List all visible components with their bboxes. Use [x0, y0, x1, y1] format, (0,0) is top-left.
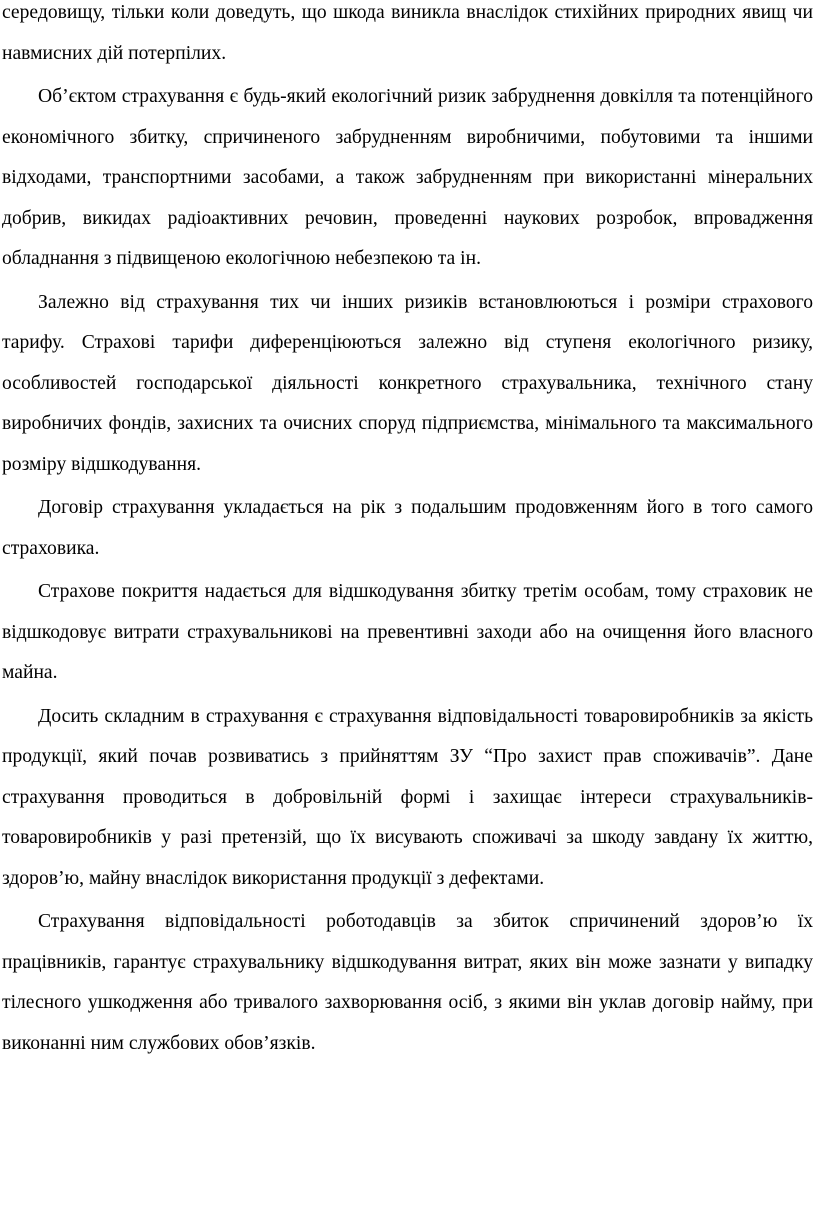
paragraph-tariffs: Залежно від страхування тих чи інших ризиків встановлюються і розміри страхового тарифу. Страхові тарифи диференціюються залежно від ступеня екологічного ризику, особливостей господарської діяльності конкретного страхувальника, технічного стану виробничих фондів, захисних та очисних споруд підприємства, мінімального та максимального розміру відшкодування.: [2, 291, 813, 475]
paragraph-contract-term: Договір страхування укладається на рік з подальшим продовженням його в того самого страховика.: [2, 497, 813, 559]
paragraph-employer-liability: Страхування відповідальності роботодавців за збиток спричинений здоров’ю їх працівників, гарантує страхувальнику відшкодування витрат, яких він може зазнати у випадку тілесного ушкодження або тривалого захворювання осіб, з якими він уклав договір найму, при виконанні ним службових обов’язків.: [2, 911, 813, 1054]
paragraph-object-of-insurance: Об’єктом страхування є будь-який екологічний ризик забруднення довкілля та потенційного економічного збитку, спричиненого забрудненням виробничими, побутовими та іншими відходами, транспортними засобами, а також забрудненням при використанні мінеральних добрив, викидах радіоактивних речовин, проведенні наукових розробок, впровадження обладнання з підвищеною екологічною небезпекою та ін.: [2, 86, 813, 269]
paragraph-producer-liability: Досить складним в страхування є страхування відповідальності товаровиробників за якість продукції, який почав розвиватись з прийняттям ЗУ “Про захист прав споживачів”. Дане страхування проводиться в добровільній формі і захищає інтереси страхувальників-товаровиробників у разі претензій, що їх висувають споживачі за шкоду завдану їх життю, здоров’ю, майну внаслідок використання продукції з дефектами.: [2, 705, 813, 889]
paragraph-continued: середовищу, тільки коли доведуть, що шкода виникла внаслідок стихійних природних явищ чи навмисних дій потерпілих.: [2, 2, 813, 64]
document-body: [2, 0, 813, 1064]
paragraph-coverage: Страхове покриття надається для відшкодування збитку третім особам, тому страховик не відшкодовує витрати страхувальникові на превентивні заходи або на очищення його власного майна.: [2, 581, 813, 683]
